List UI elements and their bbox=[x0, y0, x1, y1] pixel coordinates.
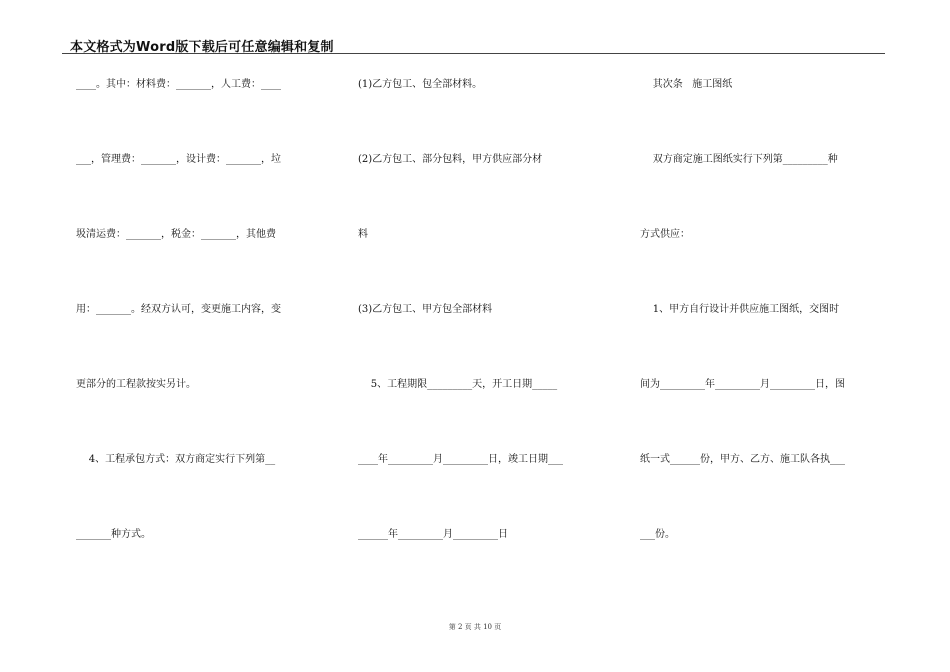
column-2-line: (3)乙方包工、甲方包全部材料 bbox=[358, 304, 493, 315]
column-1-line: 用：_______。经双方认可，变更施工内容，变 bbox=[76, 304, 281, 315]
column-2-line: (2)乙方包工、部分包料，甲方供应部分材 bbox=[358, 154, 543, 165]
column-2-line: (1)乙方包工、包全部材料。 bbox=[358, 79, 483, 90]
header-divider bbox=[62, 53, 885, 54]
column-1-line: _______种方式。 bbox=[76, 529, 151, 540]
column-2-line: ____年_________月_________日，竣工日期___ bbox=[358, 454, 563, 465]
column-3-line: 间为_________年_________月_________日，图 bbox=[640, 379, 845, 390]
document-header-title: 本文格式为Word版下载后可任意编辑和复制 bbox=[70, 40, 334, 55]
page-number-indicator: 第 2 页 共 10 页 bbox=[448, 623, 502, 631]
column-2-line: ______年_________月_________日 bbox=[358, 529, 508, 540]
column-3-line: 其次条 施工图纸 bbox=[640, 79, 733, 90]
column-1-line: 更部分的工程款按实另计。 bbox=[76, 379, 196, 390]
column-3-line: 纸一式______份，甲方、乙方、施工队各执___ bbox=[640, 454, 845, 465]
column-1-line: ____。其中：材料费：_______，人工费：____ bbox=[76, 79, 281, 90]
column-1-line: 圾清运费：_______，税金：_______，其他费 bbox=[76, 229, 276, 240]
column-2-line: 5、工程期限_________天，开工日期_____ bbox=[358, 379, 558, 390]
column-3-line: 方式供应： bbox=[640, 229, 690, 240]
column-2-line: 料 bbox=[358, 229, 368, 240]
column-3-line: 1、甲方自行设计并供应施工图纸，交图时 bbox=[640, 304, 840, 315]
column-3-line: ___份。 bbox=[640, 529, 675, 540]
column-1-line: ___，管理费：_______，设计费：_______，垃 bbox=[76, 154, 281, 165]
column-1-line: 4、工程承包方式：双方商定实行下列第__ bbox=[76, 454, 276, 465]
column-3-line: 双方商定施工图纸实行下列第_________种 bbox=[640, 154, 838, 165]
